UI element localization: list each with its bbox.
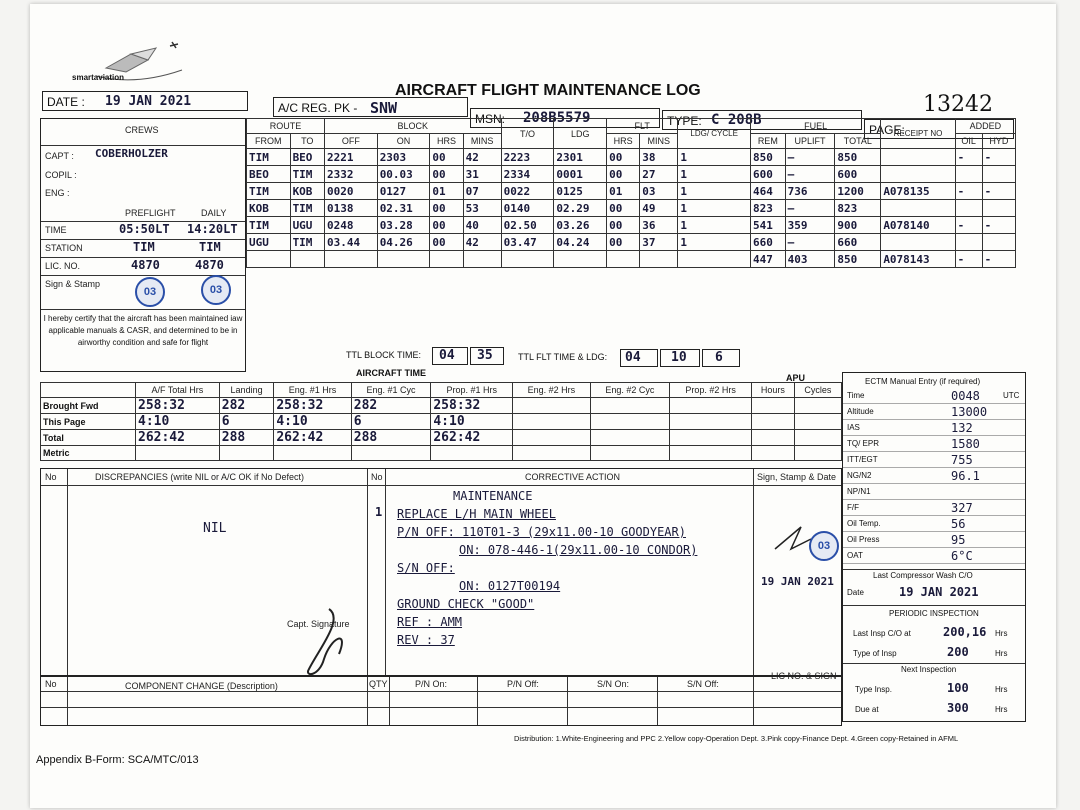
leg-cell-from: TIM	[247, 183, 291, 200]
flight-leg-row	[247, 200, 1016, 217]
item-number: 1	[375, 505, 383, 519]
corrective-action-line: GROUND CHECK "GOOD"	[397, 597, 535, 611]
leg-cell-rcpt	[881, 200, 955, 217]
leg-cell-fm: 27	[640, 166, 678, 183]
last-insp: 200,16	[943, 625, 987, 639]
leg-cell-oil: -	[955, 251, 982, 268]
leg-cell-fm: 37	[640, 234, 678, 251]
msn-box: MSN: 208B5579	[470, 108, 660, 128]
leg-cell-cyc: 1	[678, 183, 751, 200]
leg-cell-cyc: 1	[678, 200, 751, 217]
leg-cell-cyc: 1	[678, 166, 751, 183]
corrective-action-line: REPLACE L/H MAIN WHEEL	[397, 507, 556, 521]
aircraft-time-cell	[219, 446, 274, 461]
leg-cell-rcpt	[881, 149, 955, 166]
ttl-flt-label: TTL FLT TIME & LDG:	[518, 352, 608, 362]
aircraft-time-cell: 262:42	[431, 430, 513, 446]
leg-cell-to: TIM	[290, 234, 324, 251]
leg-cell-rcpt: A078140	[881, 217, 955, 234]
apu-header: APU	[786, 373, 806, 383]
ectm-label: Oil Press	[847, 535, 880, 544]
leg-cell-on: 03.28	[377, 217, 430, 234]
leg-cell-rcpt	[881, 234, 955, 251]
leg-cell-from: UGU	[247, 234, 291, 251]
ttl-block-hrs: 04	[432, 347, 468, 365]
aircraft-time-cell	[794, 414, 841, 430]
leg-cell-up: 736	[785, 183, 835, 200]
ectm-value: 96.1	[951, 469, 980, 483]
engineer-stamp: 03	[135, 277, 165, 307]
leg-cell-mins: 31	[463, 166, 501, 183]
aircraft-time-col-header: Eng. #2 Cyc	[590, 383, 670, 398]
maintenance-log-sheet	[30, 4, 1056, 808]
corrective-action-line: REF : AMM	[397, 615, 463, 629]
aircraft-time-cell: 262:42	[136, 430, 220, 446]
form-title: AIRCRAFT FLIGHT MAINTENANCE LOG	[395, 82, 701, 99]
leg-cell-off: 2221	[324, 149, 377, 166]
corrective-action-line: P/N OFF: 110T01-3 (29x11.00-10 GOODYEAR)	[397, 525, 686, 539]
aircraft-time-cell	[513, 430, 590, 446]
leg-cell-hyd	[982, 166, 1015, 183]
leg-cell-hyd: -	[982, 183, 1015, 200]
aircraft-time-row-label: Total	[41, 430, 136, 446]
leg-cell-off: 0248	[324, 217, 377, 234]
aircraft-time-cell: 258:32	[431, 398, 513, 414]
ttl-block-mins: 35	[470, 347, 504, 365]
aircraft-time-row-label: Brought Fwd	[41, 398, 136, 414]
aircraft-time-col-header: Eng. #1 Cyc	[351, 383, 431, 398]
leg-cell-on: 04.26	[377, 234, 430, 251]
leg-cell-hrs: 00	[430, 166, 463, 183]
ectm-label: IAS	[847, 423, 860, 432]
leg-cell-on	[377, 251, 430, 268]
aircraft-time-table	[40, 382, 842, 461]
leg-cell-fh: 00	[607, 149, 640, 166]
leg-cell-ldg: 02.29	[554, 200, 607, 217]
leg-cell-takeoff: 2223	[501, 149, 554, 166]
corrective-action-line: MAINTENANCE	[453, 489, 533, 503]
leg-cell-fm: 49	[640, 200, 678, 217]
ectm-label: Time	[847, 391, 865, 400]
leg-cell-cyc: 1	[678, 149, 751, 166]
leg-cell-hyd: -	[982, 149, 1015, 166]
leg-cell-tot: 823	[835, 200, 881, 217]
date-box: DATE : 19 JAN 2021	[42, 91, 248, 111]
brand-name: smartaviation	[72, 73, 125, 82]
leg-cell-on: 02.31	[377, 200, 430, 217]
aircraft-time-cell	[670, 446, 752, 461]
aircraft-time-cell	[794, 398, 841, 414]
flight-legs-table: ROUTE BLOCK T/O LDG FLT LDG/ CYCLE FUEL RECEIPT NO ADDED FROM TO OFF ON HRS MINS HRS MINS REM UPLIFT TOTAL OIL HYD TIM BEO 2221 2303 00 42 2223 2301 00 38 1 850 — 850 - - BEO TIM 2332 00.03 00 31 2334 0001 00 27 1 600 — 600 TIM KOB 0020 0127 01 07 0022 0125 01 03 1 464 736 1200 A078135 - - KOB TIM 0138 02.31 00 53 0140 02.29 00 49 1 823 — 823 TIM UGU 0248 03.28 00 40 02.50 03.26 00 36 1 541 359 900 A078140 - - UGU TIM 03.44 04.26 00 42 03.47 04.24 00 37 1 660 — 660 447 403 850 A078143 - -	[246, 118, 1016, 268]
ectm-label: ITT/EGT	[847, 455, 878, 464]
leg-cell-from: KOB	[247, 200, 291, 217]
ectm-label: NP/N1	[847, 487, 871, 496]
leg-cell-mins	[463, 251, 501, 268]
leg-cell-oil	[955, 234, 982, 251]
distribution-note: Distribution: 1.White-Engineering and PPC 2.Yellow copy-Operation Dept. 3.Pink copy-Finance Dept. 4.Green copy-Retained in AFML	[514, 734, 959, 743]
leg-cell-to: KOB	[290, 183, 324, 200]
aircraft-time-cell: 258:32	[136, 398, 220, 414]
leg-cell-rcpt: A078143	[881, 251, 955, 268]
leg-cell-mins: 40	[463, 217, 501, 234]
leg-cell-oil	[955, 200, 982, 217]
discrepancy-value: NIL	[203, 521, 227, 536]
aircraft-time-col-header: Hours	[751, 383, 794, 398]
leg-cell-fm: 38	[640, 149, 678, 166]
leg-cell-on: 00.03	[377, 166, 430, 183]
type-box: TYPE: C 208B	[662, 110, 862, 130]
leg-cell-rem: 447	[751, 251, 786, 268]
corrective-action-line: REV : 37	[397, 633, 455, 647]
aircraft-time-col-header: Eng. #2 Hrs	[513, 383, 590, 398]
aircraft-time-cell: 282	[351, 398, 431, 414]
leg-cell-ldg: 0001	[554, 166, 607, 183]
aircraft-time-cell	[751, 430, 794, 446]
discrepancy-block: No DISCREPANCIES (write NIL or A/C OK if No Defect) No CORRECTIVE ACTION Sign, Stamp & Date NIL 1 MAINTENANCE REPLACE L/H MAIN WHEEL P/N OFF: 110T01-3 (29x11.00-10 GOODYEAR) ON: 078-446-1(29x11.00-10 CONDOR) S/N OFF: ON: 0127T00194 GROUND CHECK "GOOD" REF : AMM REV : 37 Capt. Signature 03 19 JAN 2021	[40, 468, 842, 676]
msn-value: 208B5579	[523, 110, 591, 126]
aircraft-time-cell	[431, 446, 513, 461]
leg-cell-oil: -	[955, 149, 982, 166]
ectm-label: Altitude	[847, 407, 874, 416]
leg-cell-oil: -	[955, 217, 982, 234]
leg-cell-up: 359	[785, 217, 835, 234]
certification-text: I hereby certify that the aircraft has been maintained iaw applicable manuals & CASR, and determined to be in airworthy condition and safe for flight	[43, 314, 243, 347]
engineer-stamp: 03	[809, 531, 839, 561]
leg-cell-off: 03.44	[324, 234, 377, 251]
aircraft-time-cell: 4:10	[274, 414, 351, 430]
leg-cell-mins: 07	[463, 183, 501, 200]
ectm-value: 0048	[951, 389, 980, 403]
aircraft-time-cell	[670, 430, 752, 446]
leg-cell-fh: 00	[607, 200, 640, 217]
corrective-action-line: ON: 0127T00194	[459, 579, 561, 593]
form-footer: Appendix B-Form: SCA/MTC/013	[36, 754, 199, 766]
component-change-block: No COMPONENT CHANGE (Description) QTY P/N On: P/N Off: S/N On: S/N Off: LIC NO. & SIGN	[40, 676, 842, 726]
leg-cell-rem: 823	[751, 200, 786, 217]
aircraft-time-cell	[794, 446, 841, 461]
leg-cell-fh: 00	[607, 166, 640, 183]
corrective-action-line: S/N OFF:	[397, 561, 455, 575]
leg-cell-hrs: 00	[430, 149, 463, 166]
aircraft-time-cell: 262:42	[274, 430, 351, 446]
leg-cell-to: UGU	[290, 217, 324, 234]
aircraft-time-cell: 258:32	[274, 398, 351, 414]
leg-cell-takeoff: 2334	[501, 166, 554, 183]
leg-cell-cyc: 1	[678, 234, 751, 251]
leg-cell-oil: -	[955, 183, 982, 200]
aircraft-time-cell	[274, 446, 351, 461]
sign-date: 19 JAN 2021	[761, 575, 834, 588]
leg-cell-on: 0127	[377, 183, 430, 200]
leg-cell-to	[290, 251, 324, 268]
reg-value: SNW	[370, 99, 398, 117]
ttl-block-label: TTL BLOCK TIME:	[346, 350, 422, 360]
ectm-value: 327	[951, 501, 973, 515]
leg-cell-off: 2332	[324, 166, 377, 183]
ectm-panel: ECTM Manual Entry (if required) Time 0048 UTC Altitude 13000 IAS 132 TQ/ EPR 1580 ITT/EGT 755 NG/N2 96.1 NP/N1 F/F 327 Oil Temp. 56 Oil Press 95 OAT 6°C Last Compressor Wash C/O Date 19 JAN 2021 PERIODIC INSPECTION Last Insp C/O at 200,16 Hrs Type of Insp 200 Hrs Next Inspection Type Insp. 100 Hrs Due at 300 Hrs	[842, 372, 1026, 722]
aircraft-time-col-header: Eng. #1 Hrs	[274, 383, 351, 398]
ectm-label: Oil Temp.	[847, 519, 881, 528]
ttl-flt-hrs: 04	[620, 349, 658, 367]
aircraft-time-cell: 4:10	[431, 414, 513, 430]
ttl-landings: 6	[702, 349, 740, 367]
leg-cell-takeoff: 0140	[501, 200, 554, 217]
ectm-label: F/F	[847, 503, 859, 512]
leg-cell-rem: 850	[751, 149, 786, 166]
aircraft-time-cell: 288	[219, 430, 274, 446]
leg-cell-hyd	[982, 200, 1015, 217]
leg-cell-tot: 900	[835, 217, 881, 234]
leg-cell-off	[324, 251, 377, 268]
aircraft-time-cell: 4:10	[136, 414, 220, 430]
flight-leg-row	[247, 251, 1016, 268]
leg-cell-tot: 660	[835, 234, 881, 251]
leg-cell-tot: 600	[835, 166, 881, 183]
leg-cell-rem: 541	[751, 217, 786, 234]
leg-cell-takeoff	[501, 251, 554, 268]
leg-cell-cyc: 1	[678, 217, 751, 234]
leg-cell-to: TIM	[290, 166, 324, 183]
leg-cell-hrs: 01	[430, 183, 463, 200]
leg-cell-fm: 36	[640, 217, 678, 234]
capt-name: COBERHOLZER	[95, 147, 168, 160]
leg-cell-ldg: 04.24	[554, 234, 607, 251]
aircraft-time-cell: 282	[219, 398, 274, 414]
ectm-label: OAT	[847, 551, 863, 560]
leg-cell-takeoff: 02.50	[501, 217, 554, 234]
leg-cell-fh: 01	[607, 183, 640, 200]
leg-cell-from: TIM	[247, 217, 291, 234]
leg-cell-ldg: 2301	[554, 149, 607, 166]
aircraft-time-col-header: Prop. #1 Hrs	[431, 383, 513, 398]
ectm-value: 1580	[951, 437, 980, 451]
aircraft-time-cell	[751, 414, 794, 430]
crews-block: CREWS CAPT : COBERHOLZER COPIL : ENG : PREFLIGHT DAILY TIME 05:50LT 14:20LT STATION TIM TIM LIC. NO. 4870 4870 Sign & Stamp 03 03 I hereby certify that the aircraft has been maintained iaw applicable manuals & CASR, and determined to be in airworthy condition and safe for flight	[40, 118, 246, 372]
flight-leg-row	[247, 217, 1016, 234]
leg-cell-from: BEO	[247, 166, 291, 183]
ectm-value: 132	[951, 421, 973, 435]
aircraft-time-cell: 6	[219, 414, 274, 430]
aircraft-time-cell	[670, 398, 752, 414]
leg-cell-to: TIM	[290, 200, 324, 217]
leg-cell-mins: 53	[463, 200, 501, 217]
aircraft-time-row-label: Metric	[41, 446, 136, 461]
leg-cell-off: 0020	[324, 183, 377, 200]
aircraft-time-cell	[136, 446, 220, 461]
leg-cell-takeoff: 03.47	[501, 234, 554, 251]
aircraft-time-cell	[751, 398, 794, 414]
ectm-value: 13000	[951, 405, 988, 419]
aircraft-time-cell	[794, 430, 841, 446]
log-number: 13242	[923, 92, 993, 117]
aircraft-time-cell	[590, 414, 670, 430]
leg-cell-tot: 850	[835, 251, 881, 268]
type-insp: 200	[947, 645, 969, 659]
corrective-action-line: ON: 078-446-1(29x11.00-10 CONDOR)	[459, 543, 698, 557]
due-at: 300	[947, 701, 969, 715]
leg-cell-fh: 00	[607, 217, 640, 234]
ectm-value: 56	[951, 517, 966, 531]
ectm-value: 95	[951, 533, 966, 547]
leg-cell-up: —	[785, 234, 835, 251]
date-value: 19 JAN 2021	[105, 94, 192, 109]
aircraft-time-col-header: Landing	[219, 383, 274, 398]
aircraft-time-cell	[670, 414, 752, 430]
type-value: C 208B	[711, 112, 762, 128]
leg-cell-oil	[955, 166, 982, 183]
aircraft-time-cell	[513, 446, 590, 461]
ttl-flt-mins: 10	[660, 349, 700, 367]
leg-cell-rem: 600	[751, 166, 786, 183]
leg-cell-from: TIM	[247, 149, 291, 166]
leg-cell-hrs: 00	[430, 200, 463, 217]
ectm-value: 6°C	[951, 549, 973, 563]
aircraft-time-row	[41, 414, 842, 430]
leg-cell-up: —	[785, 166, 835, 183]
leg-cell-mins: 42	[463, 149, 501, 166]
wash-date: 19 JAN 2021	[899, 585, 979, 599]
leg-cell-hrs	[430, 251, 463, 268]
flight-leg-row	[247, 183, 1016, 200]
aircraft-time-cell: 6	[351, 414, 431, 430]
ectm-label: NG/N2	[847, 471, 872, 480]
leg-cell-hyd: -	[982, 217, 1015, 234]
flight-leg-row	[247, 166, 1016, 183]
leg-cell-from	[247, 251, 291, 268]
aircraft-time-col-header: Cycles	[794, 383, 841, 398]
page-box: PAGE:	[864, 119, 1014, 139]
ectm-value: 755	[951, 453, 973, 467]
aircraft-time-cell	[590, 398, 670, 414]
aircraft-time-row	[41, 446, 842, 461]
aircraft-time-cell	[590, 430, 670, 446]
leg-cell-hrs: 00	[430, 217, 463, 234]
leg-cell-takeoff: 0022	[501, 183, 554, 200]
leg-cell-rcpt	[881, 166, 955, 183]
aircraft-time-row-label: This Page	[41, 414, 136, 430]
leg-cell-hyd	[982, 234, 1015, 251]
aircraft-time-row	[41, 398, 842, 414]
leg-cell-on: 2303	[377, 149, 430, 166]
leg-cell-to: BEO	[290, 149, 324, 166]
leg-cell-fh	[607, 251, 640, 268]
leg-cell-tot: 1200	[835, 183, 881, 200]
flight-leg-row	[247, 234, 1016, 251]
leg-cell-mins: 42	[463, 234, 501, 251]
leg-cell-rem: 464	[751, 183, 786, 200]
leg-cell-cyc	[678, 251, 751, 268]
next-type: 100	[947, 681, 969, 695]
leg-cell-rcpt: A078135	[881, 183, 955, 200]
leg-cell-fm: 03	[640, 183, 678, 200]
aircraft-time-row	[41, 430, 842, 446]
flight-leg-row	[247, 149, 1016, 166]
aircraft-time-cell	[751, 446, 794, 461]
leg-cell-off: 0138	[324, 200, 377, 217]
ectm-label: TQ/ EPR	[847, 439, 880, 448]
leg-cell-fh: 00	[607, 234, 640, 251]
leg-cell-rem: 660	[751, 234, 786, 251]
aircraft-time-cell: 288	[351, 430, 431, 446]
reg-box: A/C REG. PK - SNW	[273, 97, 468, 117]
aircraft-time-col-header: Prop. #2 Hrs	[670, 383, 752, 398]
aircraft-time-cell	[351, 446, 431, 461]
leg-cell-up: —	[785, 149, 835, 166]
aircraft-time-cell	[590, 446, 670, 461]
aircraft-time-header: AIRCRAFT TIME	[356, 368, 426, 378]
captain-signature-mark	[289, 599, 369, 679]
aircraft-time-cell	[513, 414, 590, 430]
leg-cell-ldg	[554, 251, 607, 268]
leg-cell-fm	[640, 251, 678, 268]
leg-cell-up: —	[785, 200, 835, 217]
leg-cell-up: 403	[785, 251, 835, 268]
leg-cell-hrs: 00	[430, 234, 463, 251]
aircraft-time-cell	[513, 398, 590, 414]
ectm-unit: UTC	[1003, 391, 1020, 400]
leg-cell-hyd: -	[982, 251, 1015, 268]
leg-cell-ldg: 0125	[554, 183, 607, 200]
leg-cell-tot: 850	[835, 149, 881, 166]
engineer-stamp: 03	[201, 275, 231, 305]
leg-cell-ldg: 03.26	[554, 217, 607, 234]
aircraft-time-col-header: A/F Total Hrs	[136, 383, 220, 398]
